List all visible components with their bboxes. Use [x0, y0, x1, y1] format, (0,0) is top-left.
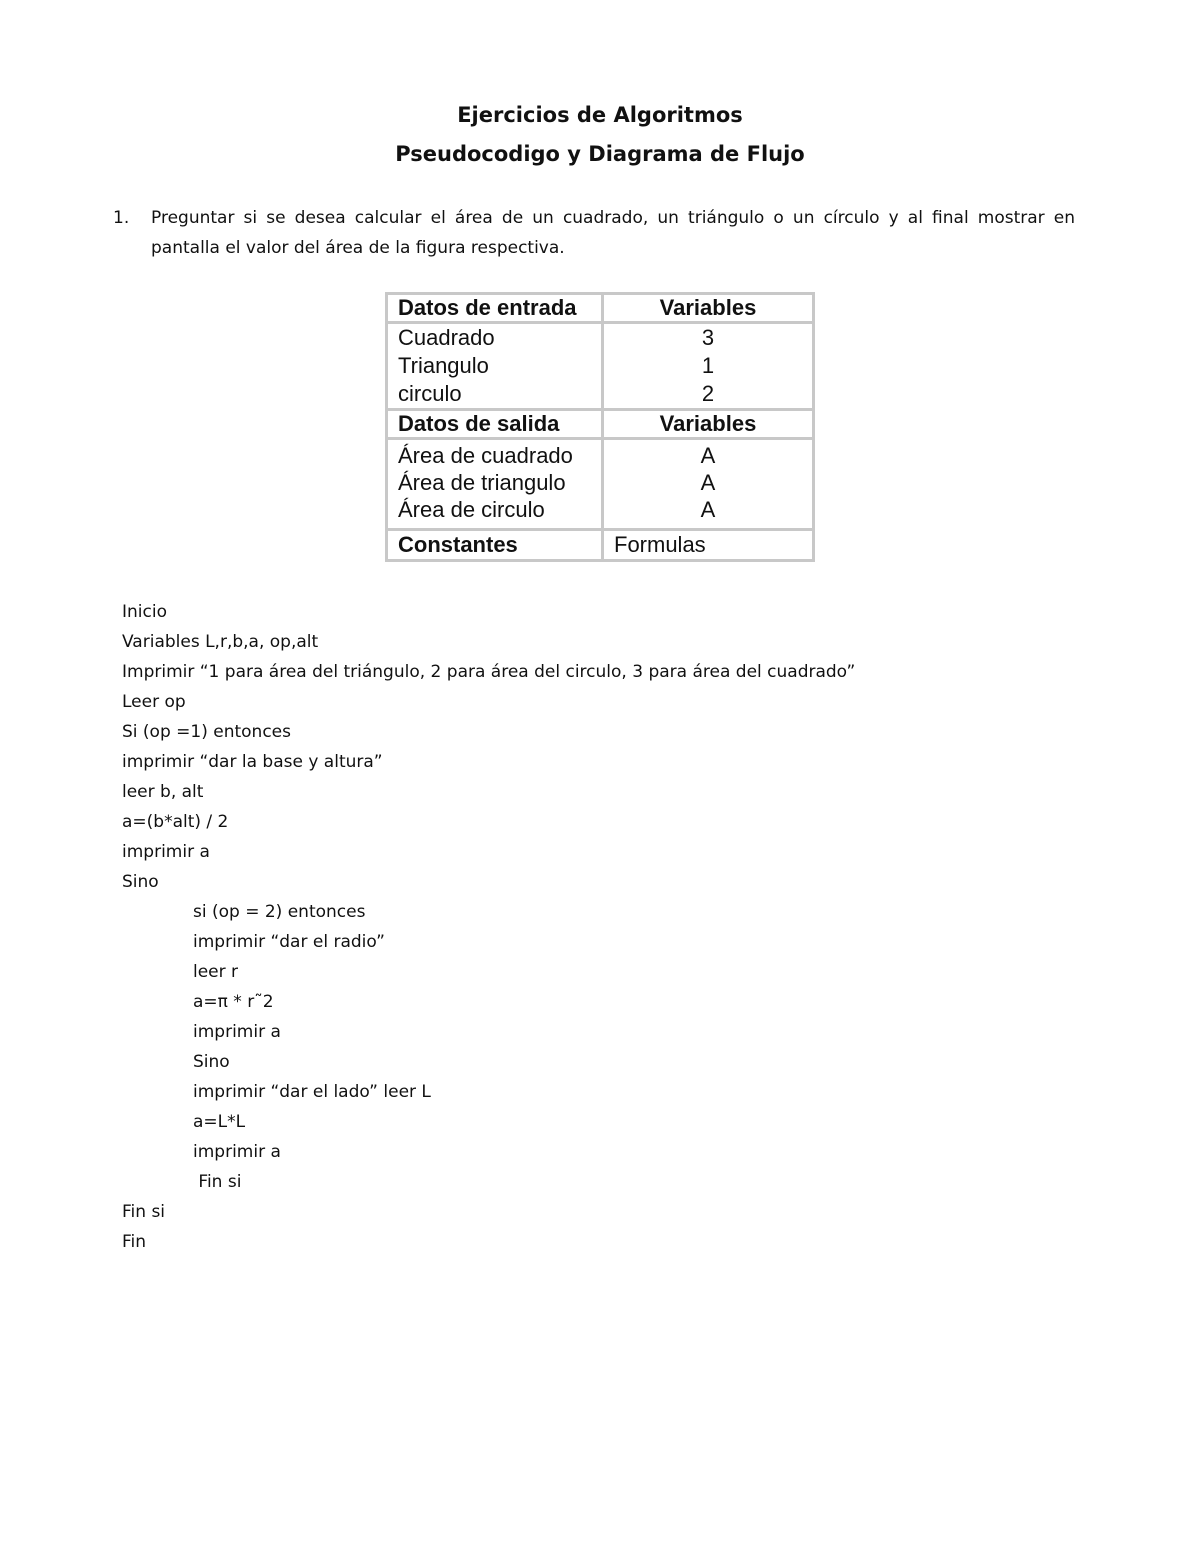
table-row: [387, 410, 814, 439]
exercise-question: [113, 203, 1075, 263]
constants-label: Constantes: [387, 530, 603, 561]
pseudocode-block: [122, 597, 855, 1257]
constants-value: Formulas: [603, 530, 814, 561]
input-item: circulo: [398, 381, 462, 406]
code-line: si (op = 2) entonces: [193, 902, 366, 922]
output-item: Área de circulo: [398, 497, 545, 522]
code-line: imprimir “dar el lado” leer L: [193, 1082, 431, 1102]
output-item: Área de cuadrado: [398, 443, 573, 468]
data-table: [385, 292, 815, 562]
input-variable-list: [603, 323, 814, 410]
input-variable: 3: [701, 325, 715, 350]
output-variable: A: [700, 443, 716, 468]
table-row: [387, 439, 814, 530]
code-line: a=(b*alt) / 2: [122, 812, 229, 832]
code-line: Fin si: [122, 1202, 166, 1222]
code-line: Fin: [122, 1232, 147, 1252]
document-title: Ejercicios de Algoritmos: [457, 103, 743, 127]
output-variable: A: [700, 497, 716, 522]
table-row: [387, 294, 814, 323]
question-text: Preguntar si se desea calcular el área de un cuadrado, un triángulo o un círculo y al final mostrar en pantalla el valor del área de la figura respectiva.: [151, 208, 1075, 258]
output-variable: A: [700, 470, 716, 495]
code-line: leer b, alt: [122, 782, 204, 802]
table-row: [387, 323, 814, 410]
code-line: imprimir a: [193, 1022, 281, 1042]
code-line: imprimir “dar el radio”: [193, 932, 385, 952]
code-line: Variables L,r,b,a, op,alt: [122, 632, 319, 652]
output-variable-list: [603, 439, 814, 530]
table-row: [387, 530, 814, 561]
code-line: Imprimir “1 para área del triángulo, 2 para área del circulo, 3 para área del cuadrado”: [122, 662, 856, 682]
code-line: imprimir a: [193, 1142, 281, 1162]
input-variable: 2: [701, 381, 715, 406]
code-line: Leer op: [122, 692, 186, 712]
output-list: [387, 439, 603, 530]
input-list: [387, 323, 603, 410]
input-item: Cuadrado: [398, 325, 495, 350]
input-header: Datos de entrada: [387, 294, 603, 323]
code-line: Sino: [193, 1052, 230, 1072]
code-line: imprimir a: [122, 842, 210, 862]
output-header: Datos de salida: [387, 410, 603, 439]
input-item: Triangulo: [398, 353, 489, 378]
code-line: Sino: [122, 872, 159, 892]
code-line: a=L*L: [193, 1112, 246, 1132]
code-line: imprimir “dar la base y altura”: [122, 752, 383, 772]
code-line: leer r: [193, 962, 239, 982]
output-variables-header: Variables: [603, 410, 814, 439]
document-subtitle: Pseudocodigo y Diagrama de Flujo: [395, 142, 805, 166]
code-line: a=π * r˜2: [193, 992, 274, 1012]
code-line: Inicio: [122, 602, 167, 622]
input-variables-header: Variables: [603, 294, 814, 323]
question-number: 1.: [113, 208, 130, 228]
code-line: Si (op =1) entonces: [122, 722, 291, 742]
input-variable: 1: [701, 353, 715, 378]
code-line: Fin si: [193, 1172, 242, 1192]
output-item: Área de triangulo: [398, 470, 566, 495]
